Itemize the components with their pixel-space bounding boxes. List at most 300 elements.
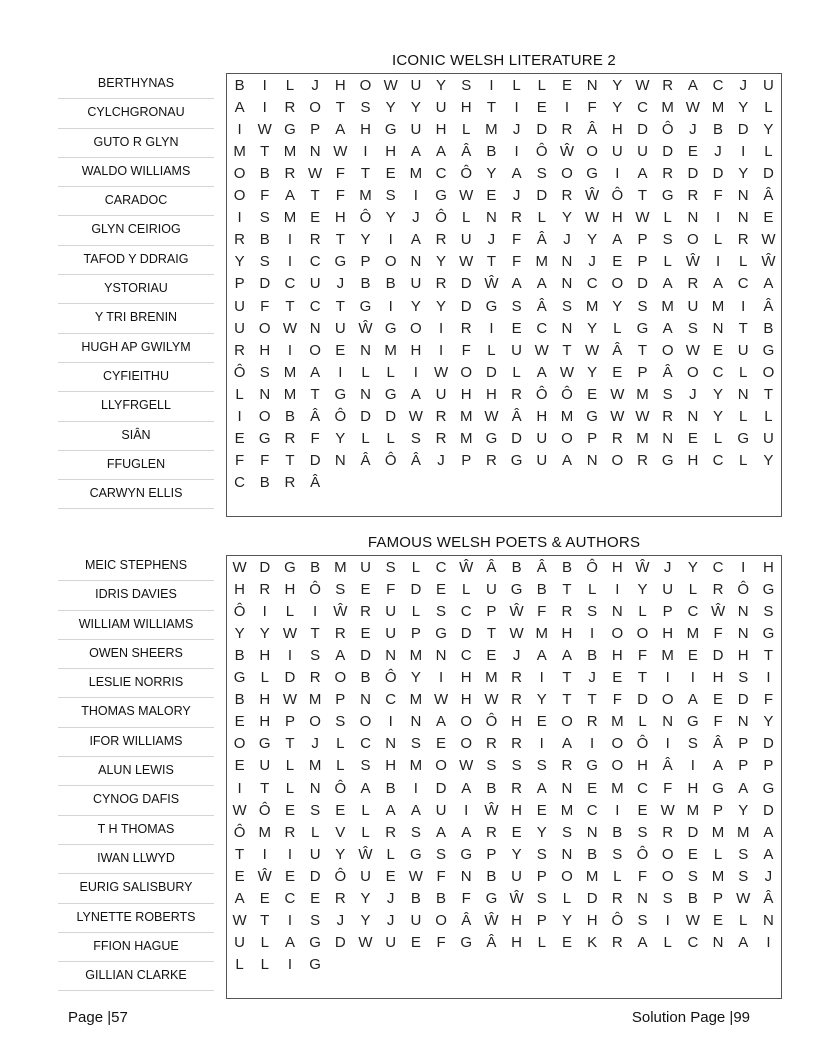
word-list-item: WALDO WILLIAMS (58, 158, 214, 187)
grid-letter: M (661, 297, 674, 315)
grid-letter: U (485, 580, 497, 598)
grid-letter: A (536, 646, 547, 664)
grid-letter: E (536, 98, 547, 116)
grid-letter: L (713, 231, 723, 249)
grid-letter: U (637, 142, 648, 160)
grid-letter: Â (486, 558, 497, 576)
grid-letter: R (611, 934, 623, 952)
grid-letter: M (711, 867, 725, 885)
grid-letter: E (587, 385, 598, 403)
grid-letter: E (511, 319, 522, 337)
grid-letter: M (686, 624, 700, 642)
grid-letter: D (309, 452, 321, 470)
grid-letter: C (712, 363, 724, 381)
solution-page-reference: Solution Page |99 (631, 1009, 750, 1026)
grid-letter: C (435, 558, 447, 576)
grid-letter: L (462, 120, 471, 138)
grid-letter: G (661, 187, 674, 205)
grid-letter: B (561, 558, 572, 576)
grid-letter: L (537, 934, 546, 952)
grid-letter: I (438, 341, 444, 359)
grid-letter: E (486, 187, 497, 205)
grid-letter: F (663, 779, 673, 797)
grid-letter: R (687, 275, 699, 293)
grid-letter: N (561, 845, 573, 863)
grid-letter: L (713, 845, 723, 863)
grid-letter: U (410, 120, 422, 138)
grid-letter: F (335, 187, 345, 205)
grid-letter: A (763, 823, 774, 841)
grid-letter: H (259, 713, 271, 731)
grid-letter: Ô (309, 580, 321, 598)
grid-letter: E (763, 209, 774, 227)
grid-letter: S (536, 164, 547, 182)
grid-letter: W (685, 341, 700, 359)
grid-letter: P (410, 624, 421, 642)
grid-letter: A (536, 779, 547, 797)
grid-letter: Ŵ (484, 912, 499, 930)
grid-letter: D (586, 890, 598, 908)
grid-letter: L (411, 558, 421, 576)
grid-letter: O (611, 624, 624, 642)
grid-letter: C (460, 602, 472, 620)
grid-letter: R (284, 98, 296, 116)
grid-letter: L (764, 98, 773, 116)
grid-letter: B (486, 779, 497, 797)
grid-letter: U (410, 912, 422, 930)
grid-letter: T (235, 845, 245, 863)
grid-letter: U (360, 867, 371, 885)
grid-letter: E (234, 713, 245, 731)
grid-letter: H (737, 646, 749, 664)
grid-letter: S (486, 757, 497, 775)
grid-letter: T (335, 98, 345, 116)
grid-letter: I (489, 319, 494, 337)
grid-letter: C (309, 297, 321, 315)
grid-letter: E (612, 669, 623, 687)
grid-letter: E (410, 934, 421, 952)
grid-letter: R (234, 341, 245, 359)
grid-letter: W (610, 385, 625, 403)
grid-letter: Ô (535, 385, 548, 403)
grid-letter: Y (763, 452, 774, 470)
grid-letter: A (511, 164, 522, 182)
grid-letter: A (461, 823, 472, 841)
grid-letter: I (287, 845, 293, 863)
grid-letter: N (410, 713, 422, 731)
grid-letter: L (361, 363, 370, 381)
grid-letter: E (310, 890, 321, 908)
grid-letter: S (461, 76, 472, 94)
grid-letter: S (738, 845, 749, 863)
grid-letter: M (661, 98, 674, 116)
grid-letter: B (234, 646, 245, 664)
grid-letter: L (386, 430, 395, 448)
grid-letter: Ŵ (459, 558, 474, 576)
grid-letter: Â (461, 142, 472, 160)
grid-letter: R (435, 408, 447, 426)
grid-letter: A (436, 142, 447, 160)
grid-letter: Â (310, 474, 321, 492)
grid-letter: H (259, 341, 271, 359)
grid-letter: N (737, 624, 749, 642)
grid-letter: T (637, 187, 648, 205)
grid-letter: O (410, 319, 422, 337)
grid-letter: I (237, 209, 242, 227)
grid-letter: I (237, 408, 242, 426)
word-list-item: FFION HAGUE (58, 933, 214, 962)
grid-letter: B (687, 890, 698, 908)
grid-letter: C (309, 253, 321, 271)
grid-letter: E (713, 691, 724, 709)
grid-letter: L (688, 580, 698, 598)
grid-letter: Ŵ (710, 602, 726, 620)
grid-letter: L (386, 845, 395, 863)
grid-letter: M (711, 98, 725, 116)
grid-letter: O (611, 735, 624, 753)
grid-letter: S (335, 580, 346, 598)
grid-letter: T (562, 580, 572, 598)
grid-letter: M (485, 669, 498, 687)
grid-letter: H (511, 713, 522, 731)
grid-letter: L (512, 76, 521, 94)
grid-letter: M (611, 779, 624, 797)
grid-letter: L (587, 580, 597, 598)
grid-letter: L (361, 823, 370, 841)
grid-letter: Y (587, 363, 598, 381)
grid-letter: R (435, 231, 447, 249)
grid-letter: L (638, 713, 647, 731)
grid-letter: Y (713, 408, 724, 426)
grid-letter: U (435, 98, 447, 116)
grid-letter: W (282, 319, 298, 337)
grid-letter: I (766, 669, 771, 687)
grid-letter: S (310, 912, 321, 930)
grid-letter: U (360, 558, 371, 576)
grid-letter: L (310, 823, 320, 841)
grid-letter: C (435, 164, 447, 182)
grid-letter: R (662, 164, 674, 182)
grid-letter: M (258, 823, 272, 841)
grid-letter: T (310, 187, 320, 205)
grid-letter: S (436, 845, 447, 863)
grid-letter: A (436, 823, 447, 841)
grid-letter: G (687, 713, 699, 731)
grid-letter: S (637, 823, 648, 841)
grid-letter: U (309, 845, 321, 863)
word-list (58, 552, 214, 991)
grid-letter: I (690, 669, 695, 687)
grid-letter: Y (587, 319, 598, 337)
grid-letter: I (287, 253, 293, 271)
grid-letter: P (536, 912, 547, 930)
grid-letter: E (436, 735, 447, 753)
grid-letter: O (460, 735, 473, 753)
grid-letter: L (361, 801, 370, 819)
grid-letter: P (662, 602, 673, 620)
grid-letter: F (713, 713, 723, 731)
grid-letter: A (763, 845, 774, 863)
grid-letter: A (561, 646, 572, 664)
grid-letter: E (385, 867, 396, 885)
grid-letter: W (585, 341, 600, 359)
grid-letter: J (386, 890, 395, 908)
grid-letter: Ô (561, 385, 573, 403)
grid-letter: I (665, 912, 670, 930)
grid-letter: N (309, 142, 321, 160)
grid-letter: J (412, 209, 420, 227)
grid-letter: Ô (435, 209, 447, 227)
grid-letter: W (282, 691, 298, 709)
grid-letter: M (560, 408, 574, 426)
grid-letter: R (334, 624, 346, 642)
grid-letter: R (259, 580, 271, 598)
grid-letter: W (509, 624, 524, 642)
grid-letter: M (283, 142, 297, 160)
grid-letter: G (435, 624, 447, 642)
grid-letter: U (435, 801, 447, 819)
grid-letter: W (484, 408, 499, 426)
grid-letter: D (737, 120, 749, 138)
grid-letter: O (762, 363, 775, 381)
grid-letter: O (561, 713, 573, 731)
grid-letter: Y (436, 297, 447, 315)
grid-letter: I (665, 735, 670, 753)
grid-letter: N (712, 934, 724, 952)
grid-letter: Y (738, 98, 749, 116)
grid-letter: I (514, 142, 519, 160)
grid-letter: U (410, 76, 422, 94)
grid-letter: Ô (737, 580, 750, 598)
grid-letter: N (309, 319, 321, 337)
grid-letter: L (260, 934, 269, 952)
grid-letter: A (234, 890, 245, 908)
grid-letter: S (259, 209, 270, 227)
grid-letter: R (511, 691, 522, 709)
grid-letter: T (486, 624, 496, 642)
grid-letter: G (712, 779, 724, 797)
grid-letter: L (487, 341, 496, 359)
grid-letter: S (385, 558, 396, 576)
grid-letter: O (309, 713, 321, 731)
grid-letter: R (309, 669, 321, 687)
grid-letter: G (258, 430, 271, 448)
grid-letter: M (409, 691, 423, 709)
letter-grid (226, 73, 782, 517)
grid-letter: B (234, 76, 245, 94)
grid-letter: W (408, 408, 423, 426)
grid-letter: F (637, 867, 648, 885)
grid-letter: N (737, 187, 749, 205)
grid-letter: O (435, 912, 447, 930)
grid-letter: L (537, 209, 546, 227)
grid-letter: G (334, 385, 347, 403)
grid-letter: H (284, 580, 296, 598)
grid-letter: I (615, 164, 620, 182)
grid-letter: O (460, 713, 473, 731)
grid-letter: G (762, 341, 775, 359)
grid-letter: Y (511, 845, 522, 863)
grid-letter: G (661, 452, 674, 470)
grid-letter: T (637, 341, 648, 359)
grid-letter: G (384, 319, 397, 337)
grid-letter: C (687, 602, 699, 620)
grid-letter: E (612, 253, 623, 271)
grid-letter: Ŵ (635, 558, 650, 576)
grid-letter: G (485, 890, 498, 908)
grid-letter: E (561, 76, 572, 94)
grid-letter: R (511, 209, 522, 227)
grid-letter: S (738, 669, 749, 687)
word-list-item: TAFOD Y DDRAIG (58, 246, 214, 275)
grid-letter: D (637, 120, 648, 138)
grid-letter: U (259, 757, 271, 775)
grid-letter: U (460, 231, 472, 249)
grid-letter: H (511, 934, 522, 952)
word-list-item: ALUN LEWIS (58, 757, 214, 786)
grid-letter: D (737, 691, 749, 709)
grid-letter: P (360, 253, 371, 271)
grid-letter: Y (360, 912, 371, 930)
grid-letter: R (460, 319, 472, 337)
grid-letter: H (259, 691, 271, 709)
grid-letter: W (761, 231, 776, 249)
grid-letter: A (763, 275, 774, 293)
grid-letter: J (689, 120, 697, 138)
grid-letter: S (335, 713, 346, 731)
grid-letter: M (283, 209, 297, 227)
word-list-item: LYNETTE ROBERTS (58, 904, 214, 933)
grid-letter: P (461, 452, 472, 470)
grid-letter: I (262, 98, 267, 116)
grid-letter: E (561, 934, 572, 952)
grid-letter: O (384, 253, 397, 271)
grid-letter: T (260, 142, 270, 160)
grid-letter: E (310, 209, 321, 227)
grid-letter: R (737, 231, 749, 249)
grid-letter: Y (738, 164, 749, 182)
grid-letter: B (713, 120, 724, 138)
grid-letter: H (637, 757, 648, 775)
grid-letter: Ô (636, 845, 649, 863)
grid-letter: E (713, 341, 724, 359)
grid-letter: N (637, 890, 648, 908)
grid-letter: W (685, 98, 700, 116)
grid-letter: A (687, 691, 698, 709)
grid-letter: R (234, 231, 245, 249)
grid-letter: G (737, 430, 750, 448)
grid-letter: H (360, 120, 371, 138)
grid-letter: P (587, 430, 598, 448)
grid-letter: Ô (460, 164, 473, 182)
grid-letter: L (663, 209, 672, 227)
grid-letter: S (561, 823, 572, 841)
grid-letter: R (284, 164, 296, 182)
grid-letter: S (662, 231, 673, 249)
grid-letter: N (410, 253, 422, 271)
grid-letter: A (561, 735, 572, 753)
grid-letter: P (637, 363, 648, 381)
grid-letter: P (486, 602, 497, 620)
puzzle-title: ICONIC WELSH LITERATURE 2 (392, 52, 616, 69)
grid-letter: G (384, 385, 397, 403)
grid-letter: T (587, 691, 597, 709)
grid-letter: R (561, 757, 573, 775)
grid-letter: N (385, 735, 397, 753)
grid-letter: E (335, 801, 346, 819)
word-list-item: WILLIAM WILLIAMS (58, 611, 214, 640)
grid-letter: W (433, 363, 449, 381)
grid-letter: H (611, 209, 623, 227)
grid-letter: D (687, 164, 699, 182)
grid-letter: E (259, 890, 270, 908)
grid-letter: J (512, 120, 521, 138)
grid-letter: N (712, 319, 724, 337)
grid-letter: E (536, 713, 547, 731)
grid-letter: Â (662, 363, 673, 381)
grid-letter: D (385, 408, 397, 426)
grid-letter: L (739, 452, 748, 470)
grid-letter: C (284, 890, 296, 908)
grid-letter: Â (713, 735, 724, 753)
grid-letter: D (284, 669, 296, 687)
grid-letter: E (385, 164, 396, 182)
grid-letter: Ŵ (761, 253, 776, 271)
grid-letter: S (511, 297, 522, 315)
grid-letter: H (460, 385, 472, 403)
grid-letter: L (764, 408, 773, 426)
grid-letter: N (561, 253, 573, 271)
grid-letter: B (612, 823, 623, 841)
grid-letter: L (739, 253, 748, 271)
grid-letter: M (359, 187, 372, 205)
grid-letter: G (586, 757, 598, 775)
grid-letter: C (586, 801, 598, 819)
grid-letter: J (764, 867, 773, 885)
grid-letter: H (687, 452, 699, 470)
grid-letter: I (262, 602, 267, 620)
grid-letter: U (737, 341, 749, 359)
grid-letter: W (383, 76, 398, 94)
grid-letter: O (636, 624, 649, 642)
grid-letter: I (615, 580, 620, 598)
grid-letter: O (611, 452, 624, 470)
grid-letter: W (610, 408, 625, 426)
grid-letter: F (511, 253, 522, 271)
grid-letter: Ô (636, 735, 649, 753)
grid-letter: Ŵ (358, 845, 373, 863)
grid-letter: B (360, 275, 371, 293)
grid-letter: I (590, 624, 595, 642)
grid-letter: O (359, 713, 372, 731)
grid-letter: W (232, 912, 247, 930)
grid-letter: N (561, 319, 573, 337)
grid-letter: R (662, 823, 674, 841)
word-list-item: SIÂN (58, 422, 214, 451)
grid-letter: U (234, 297, 245, 315)
word-list-item: Y TRI BRENIN (58, 304, 214, 333)
grid-letter: Y (436, 253, 447, 271)
grid-letter: L (537, 76, 546, 94)
grid-letter: N (737, 602, 749, 620)
grid-letter: R (611, 430, 623, 448)
grid-letter: L (613, 319, 622, 337)
grid-letter: A (738, 779, 749, 797)
grid-letter: P (486, 845, 497, 863)
grid-letter: D (334, 934, 346, 952)
grid-letter: L (462, 209, 471, 227)
grid-letter: C (385, 691, 397, 709)
